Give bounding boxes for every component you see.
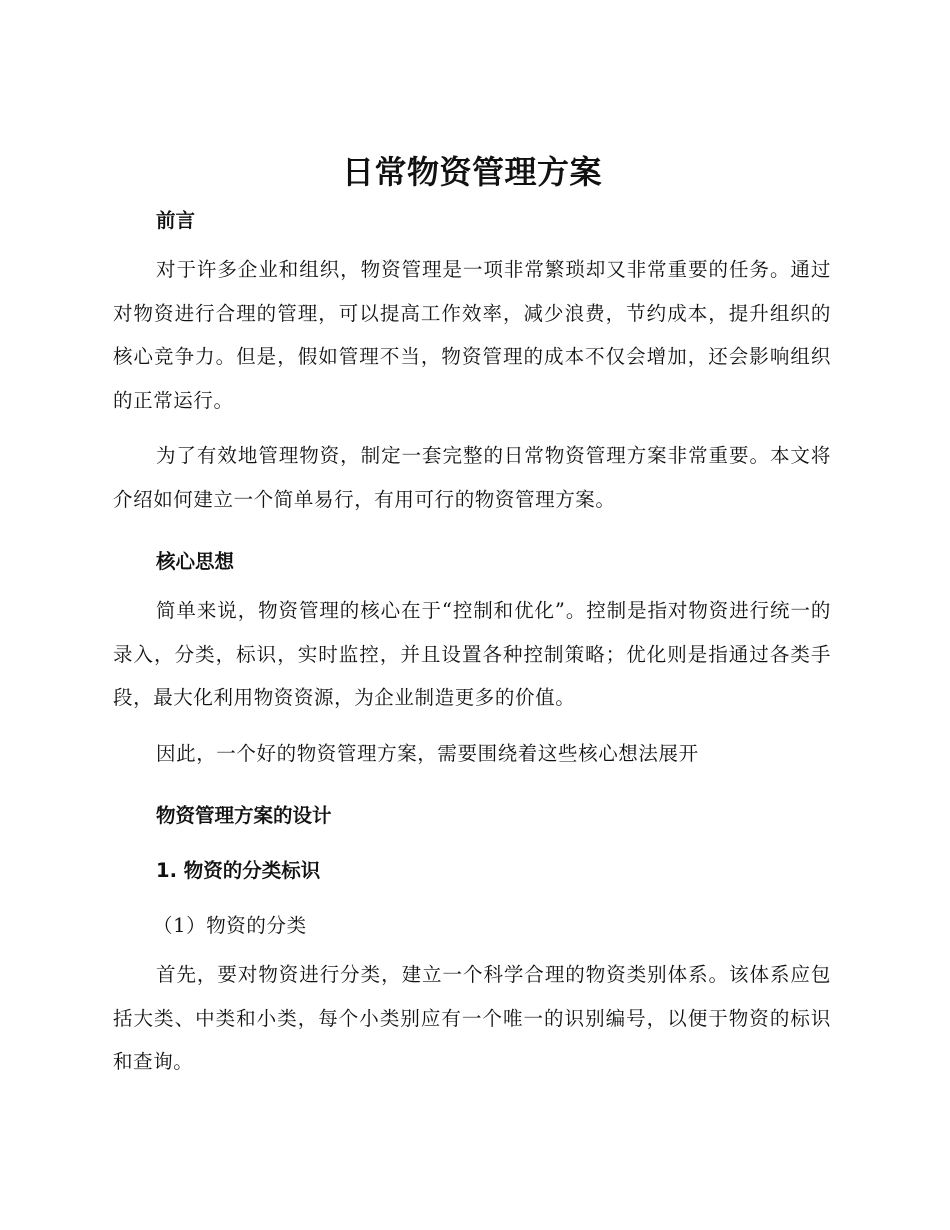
document-body: [113, 148, 831, 1084]
section-heading-design: 物资管理方案的设计: [156, 804, 332, 827]
section-heading-core: 核心思想: [156, 550, 235, 573]
subsection-heading-classification: 1. 物资的分类标识: [156, 859, 321, 882]
document-title: 日常物资管理方案: [341, 153, 602, 191]
paragraph-preface-1: 对于许多企业和组织，物资管理是一项非常繁琐却又非常重要的任务。通过对物资进行合理的管理，可以提高工作效率，减少浪费，节约成本，提升组织的核心竞争力。但是，假如管理不当，物资管理的成本不仅会增加，还会影响组织的正常运行。: [113, 258, 831, 412]
spacer: [113, 236, 831, 248]
paragraph-design-1: 首先，要对物资进行分类，建立一个科学合理的物资类别体系。该体系应包括大类、中类和小类，每个小类别应有一个唯一的识别编号，以便于物资的标识和查询。: [113, 963, 831, 1073]
spacer: [113, 775, 831, 801]
spacer: [113, 886, 831, 911]
spacer: [113, 831, 831, 856]
spacer: [113, 941, 831, 953]
paragraph-core-2: 因此，一个好的物资管理方案，需要围绕着这些核心想法展开: [156, 741, 699, 765]
spacer: [113, 577, 831, 589]
paragraph-core-1: 简单来说，物资管理的核心在于“控制和优化”。控制是指对物资进行统一的录入，分类，标识，实时监控，并且设置各种控制策略；优化则是指通过各类手段，最大化利用物资资源，为企业制造更多的价值。: [113, 599, 831, 709]
spacer: [113, 196, 831, 206]
spacer: [113, 521, 831, 547]
paragraph-preface-2: 为了有效地管理物资，制定一套完整的日常物资管理方案非常重要。本文将介绍如何建立一个简单易行，有用可行的物资管理方案。: [113, 444, 831, 511]
spacer: [113, 720, 831, 732]
list-item-classification: （1）物资的分类: [153, 914, 307, 937]
spacer: [113, 422, 831, 434]
section-heading-preface: 前言: [156, 209, 196, 232]
